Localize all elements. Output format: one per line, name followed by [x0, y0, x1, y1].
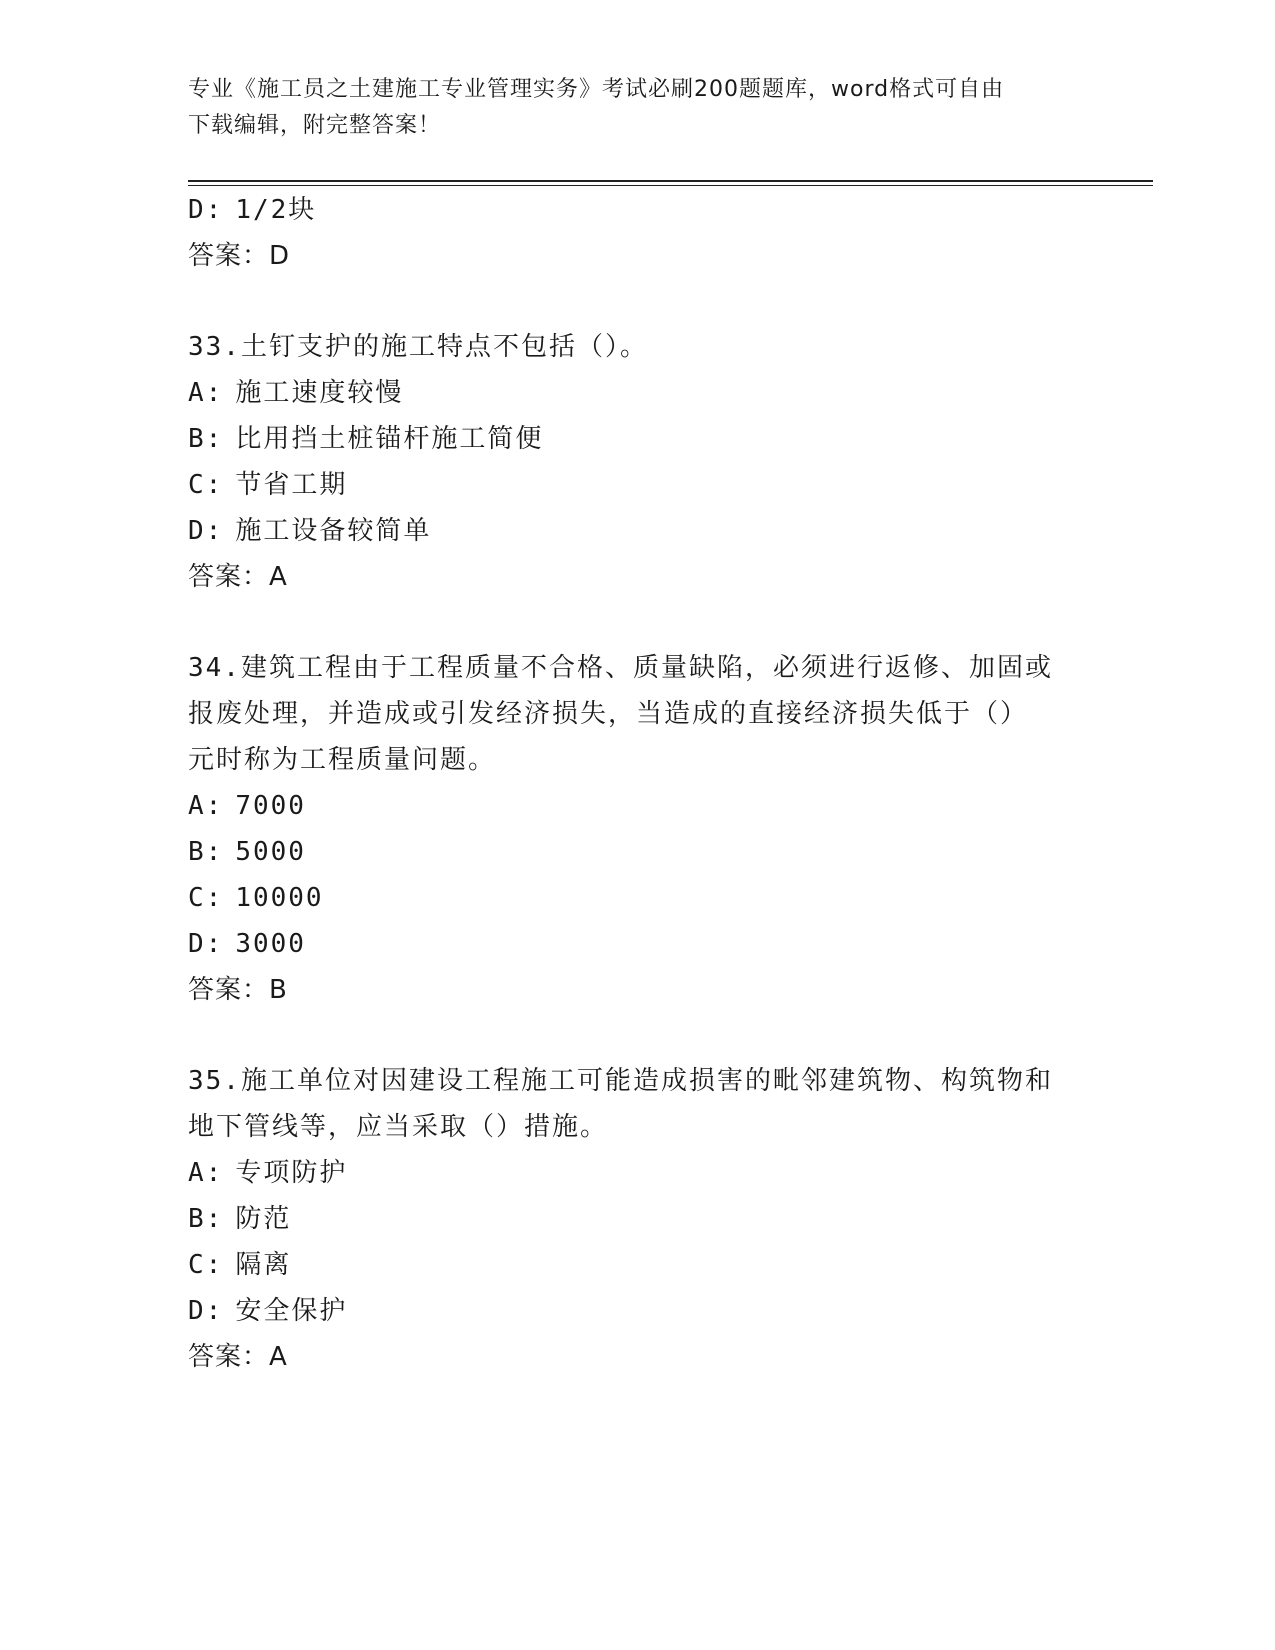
option-label: C: — [188, 1250, 224, 1280]
question-stem-line: 报废处理，并造成或引发经济损失，当造成的直接经济损失低于（） — [188, 699, 1029, 729]
option-d — [188, 1288, 1088, 1334]
question-stem-line: 元时称为工程质量问题。 — [188, 745, 497, 775]
question-list — [188, 187, 1088, 1380]
option-text: 施工设备较简单 — [235, 516, 432, 546]
question-33 — [188, 324, 1088, 600]
option-label: A: — [188, 378, 224, 408]
option-text: 专项防护 — [235, 1158, 348, 1188]
header-line-2: 下载编辑，附完整答案！ — [188, 113, 442, 138]
option-text: 安全保护 — [235, 1296, 348, 1326]
option-d — [188, 187, 1088, 233]
answer-line: 答案：B — [188, 975, 288, 1005]
option-label: B: — [188, 424, 224, 454]
option-text: 3000 — [235, 929, 306, 959]
answer-line: 答案：A — [188, 562, 288, 592]
option-text: 防范 — [235, 1204, 292, 1234]
option-d — [188, 508, 1088, 554]
option-text: 5000 — [235, 837, 306, 867]
option-text: 施工速度较慢 — [235, 378, 404, 408]
option-text: 节省工期 — [235, 470, 348, 500]
option-label: C: — [188, 883, 224, 913]
option-d — [188, 921, 1088, 967]
option-label: A: — [188, 1158, 224, 1188]
option-label: B: — [188, 837, 224, 867]
option-a — [188, 1150, 1088, 1196]
question-35 — [188, 1058, 1088, 1380]
document-header — [188, 72, 1088, 144]
question-34 — [188, 645, 1088, 1013]
option-text: 比用挡土桩锚杆施工简便 — [235, 424, 544, 454]
option-a — [188, 783, 1088, 829]
option-label: D: — [188, 929, 224, 959]
header-divider-thick — [188, 180, 1153, 182]
option-text: 10000 — [235, 883, 324, 913]
option-a — [188, 370, 1088, 416]
question-stem: 33.土钉支护的施工特点不包括（）。 — [188, 332, 648, 362]
option-b — [188, 829, 1088, 875]
option-label: B: — [188, 1204, 224, 1234]
option-b — [188, 416, 1088, 462]
question-stem-line: 34.建筑工程由于工程质量不合格、质量缺陷，必须进行返修、加固或 — [188, 653, 1053, 683]
option-text: 7000 — [235, 791, 306, 821]
option-c — [188, 1242, 1088, 1288]
answer-line: 答案：D — [188, 241, 291, 271]
question-stem-line: 地下管线等，应当采取（）措施。 — [188, 1112, 609, 1142]
option-label: D: — [188, 195, 224, 225]
option-c — [188, 462, 1088, 508]
option-b — [188, 1196, 1088, 1242]
option-c — [188, 875, 1088, 921]
option-label: A: — [188, 791, 224, 821]
option-text: 隔离 — [235, 1250, 292, 1280]
option-label: C: — [188, 470, 224, 500]
question-stem-line: 35.施工单位对因建设工程施工可能造成损害的毗邻建筑物、构筑物和 — [188, 1066, 1053, 1096]
option-label: D: — [188, 516, 224, 546]
header-divider-thin — [188, 185, 1153, 186]
header-line-1: 专业《施工员之土建施工专业管理实务》考试必刷200题题库，word格式可自由 — [188, 77, 1005, 102]
answer-line: 答案：A — [188, 1342, 288, 1372]
option-text: 1/2块 — [235, 195, 317, 225]
option-label: D: — [188, 1296, 224, 1326]
